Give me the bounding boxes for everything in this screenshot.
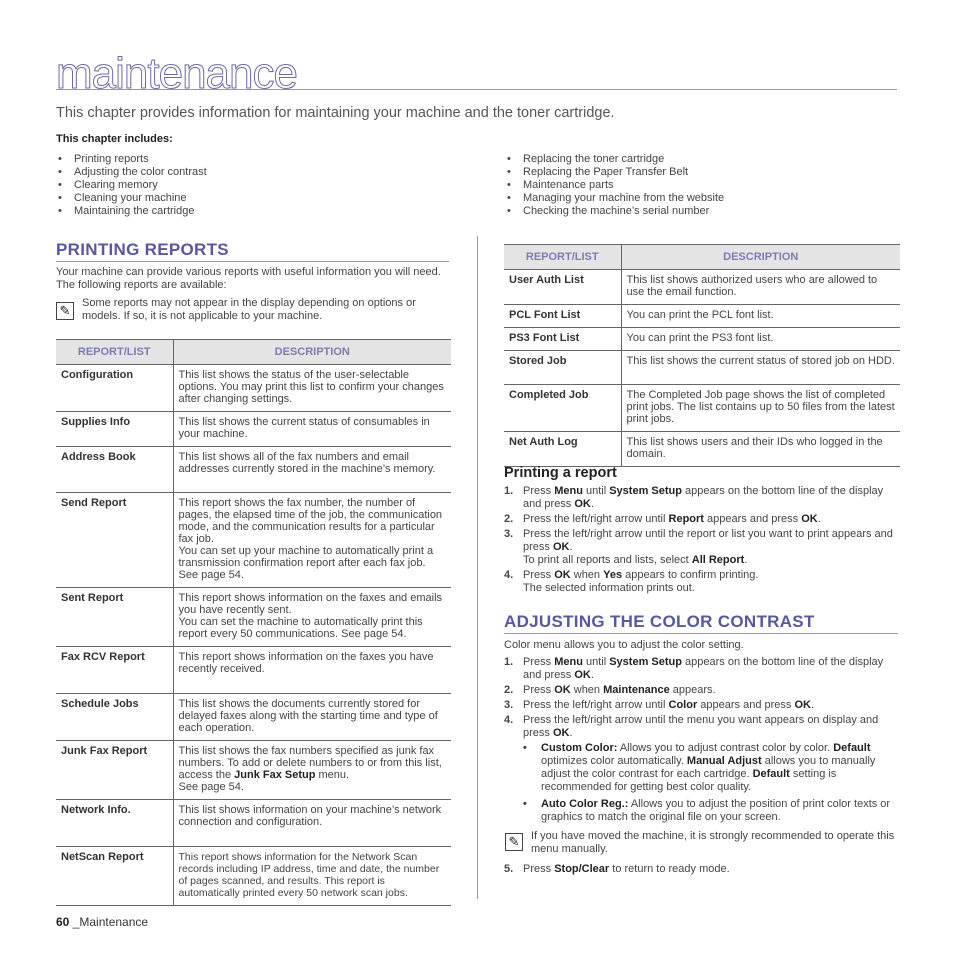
report-description: This list shows users and their IDs who logged in the domain. (621, 432, 900, 467)
report-description: This list shows information on your machine’s network connection and configuration. (173, 800, 451, 847)
page-title: maintenance (56, 49, 297, 98)
section-divider (56, 261, 449, 262)
section-heading-printing-reports: PRINTING REPORTS (56, 240, 229, 259)
text-run: to return to ready mode. (609, 863, 730, 875)
text-run: . (590, 669, 594, 681)
step-item (504, 528, 898, 567)
menu-name: Report (668, 513, 704, 525)
text-run: . (569, 727, 573, 739)
text-run: when (570, 684, 604, 696)
step-note: The selected information prints out. (523, 582, 695, 594)
text-run: Press the left/right arrow until (523, 699, 669, 711)
report-description: This list shows the current status of consumables in your machine. (173, 412, 451, 447)
printing-reports-note: Some reports may not appear in the display depending on options or models. If so, it is not applicable to your machine. (82, 297, 416, 322)
step-number: 2. (504, 684, 514, 696)
option-custom-color (523, 742, 898, 794)
table-row (504, 351, 900, 385)
text-run: appears and press (697, 699, 795, 711)
list-item: • Clearing memory (56, 179, 207, 192)
text-run: setting is recommended for getting best color quality. (541, 768, 837, 793)
text-run: appears on the bottom line of the display and press (523, 656, 884, 681)
includes-list-right (505, 153, 724, 218)
step-number: 3. (504, 528, 514, 540)
option-name: Manual Adjust (686, 755, 762, 767)
text-run: appears and press (703, 513, 802, 525)
list-item: • Managing your machine from the website (505, 192, 724, 205)
page-footer (56, 915, 148, 929)
includes-label: This chapter includes: (56, 133, 173, 145)
report-name: PCL Font List (504, 305, 621, 328)
text-run: Press (523, 863, 555, 875)
step-item (504, 863, 898, 876)
step-number: 2. (504, 513, 514, 525)
color-final-step (504, 863, 898, 878)
report-description: This list shows the current status of stored job on HDD. (621, 351, 900, 385)
step-number: 5. (504, 863, 514, 875)
report-name: NetScan Report (56, 847, 173, 906)
color-contrast-intro: Color menu allows you to adjust the color setting. (504, 639, 744, 651)
report-name: Completed Job (504, 385, 621, 432)
report-name: Junk Fax Report (56, 741, 173, 800)
report-name: User Auth List (504, 270, 621, 305)
table-row (504, 385, 900, 432)
option-name: Default (752, 768, 790, 780)
text-run: Allows you to adjust the position of print color texts or graphics to match the original file on your screen. (541, 798, 891, 823)
printing-steps (504, 485, 898, 597)
section-divider (504, 633, 898, 634)
step-item (504, 485, 898, 511)
description-line: See page 54. (178, 781, 244, 793)
report-name: Supplies Info (56, 412, 173, 447)
text-run: allows you to manually adjust the color contrast for each cartridge. (541, 755, 876, 780)
table-header-row (504, 245, 900, 270)
table-row (56, 365, 451, 412)
menu-name: System Setup (609, 485, 682, 497)
description-line: This report shows information on the faxes and emails you have recently sent. (178, 592, 443, 616)
report-description (173, 741, 451, 800)
title-divider (56, 89, 897, 90)
text-run: until (582, 656, 610, 668)
key-name: OK (574, 498, 591, 510)
table-row (56, 800, 451, 847)
column-divider (477, 236, 478, 899)
page-number: 60 (56, 915, 70, 929)
option-name: Default (833, 742, 871, 754)
step-item (504, 569, 898, 595)
text-run: Allows you to adjust contrast color by color. (617, 742, 834, 754)
list-item: • Adjusting the color contrast (56, 166, 207, 179)
note-icon: ✎ (505, 833, 523, 851)
table-row (56, 493, 451, 588)
list-item: • Cleaning your machine (56, 192, 207, 205)
table-row (56, 412, 451, 447)
text-run: when (570, 569, 604, 581)
text-run: Press (523, 684, 555, 696)
report-name: Send Report (56, 493, 173, 588)
description-line (179, 745, 448, 781)
report-name: Network Info. (56, 800, 173, 847)
key-name: OK (574, 669, 591, 681)
step-number: 1. (504, 656, 514, 668)
list-item: • Replacing the toner cartridge (505, 153, 724, 166)
column-header: DESCRIPTION (173, 340, 451, 365)
list-item: • Maintenance parts (505, 179, 724, 192)
column-header: REPORT/LIST (56, 340, 173, 365)
text-run: . (590, 498, 594, 510)
report-description: This report shows information for the Network Scan records including IP address, time and date, the number of pages scanned, and results. This report is automatically printed every 50 network scan jobs. (173, 847, 451, 906)
report-description (173, 588, 451, 647)
step-number: 4. (504, 569, 514, 581)
list-item: • Maintaining the cartridge (56, 205, 207, 218)
color-steps (504, 656, 898, 826)
text-run: . (569, 541, 573, 553)
report-description: You can print the PS3 font list. (621, 328, 900, 351)
text-run: . (744, 554, 748, 566)
report-description: The Completed Job page shows the list of completed print jobs. The list contains up to 50 files from the latest print jobs. (621, 385, 900, 432)
list-item: • Printing reports (56, 153, 207, 166)
report-name: Configuration (56, 365, 173, 412)
description-line: This report shows the fax number, the number of pages, the elapsed time of the job, the communication mode, and the communication results for a particular fax job. (178, 497, 443, 545)
option-label: Custom Color: (541, 742, 618, 754)
text-run: Press (523, 569, 555, 581)
footer-label: _Maintenance (69, 915, 149, 929)
key-name: OK (794, 699, 811, 711)
section-heading-color-contrast: ADJUSTING THE COLOR CONTRAST (504, 612, 815, 631)
step-number: 1. (504, 485, 514, 497)
text-run: Press the left/right arrow until the report or list you want to print appears and press (523, 528, 893, 553)
list-item: • Checking the machine’s serial number (505, 205, 724, 218)
key-name: OK (552, 727, 570, 739)
text-run: optimizes color automatically. (541, 755, 687, 767)
bullet: • (523, 742, 527, 754)
table-row (504, 432, 900, 467)
step-item (504, 513, 898, 526)
report-name: Net Auth Log (504, 432, 621, 467)
column-header: DESCRIPTION (621, 245, 900, 270)
table-row (56, 647, 451, 694)
step-item (504, 656, 898, 682)
report-description: This list shows the documents currently stored for delayed faxes along with the starting time and type of each operation. (173, 694, 451, 741)
text-run: Press (523, 485, 555, 497)
key-name: Menu (554, 485, 583, 497)
report-description: You can print the PCL font list. (621, 305, 900, 328)
menu-name: System Setup (609, 656, 682, 668)
chapter-intro: This chapter provides information for maintaining your machine and the toner cartridge. (56, 105, 615, 121)
key-name: OK (552, 541, 570, 553)
report-name: Sent Report (56, 588, 173, 647)
printing-reports-intro: Your machine can provide various reports with useful information you will need. The following reports are available: (56, 266, 441, 291)
step-item (504, 699, 898, 712)
text-run: Press the left/right arrow until the menu you want appears on display and press (523, 714, 879, 739)
text-run: This list shows the fax numbers specified as junk fax numbers. To add or delete numbers to or from this list, access the (178, 745, 442, 781)
text-run: Press (523, 656, 555, 668)
report-description: This list shows the status of the user-selectable options. You may print this list to confirm your changes after changing settings. (173, 365, 451, 412)
text-run: until (582, 485, 610, 497)
column-header: REPORT/LIST (504, 245, 621, 270)
menu-name: Junk Fax Setup (234, 769, 316, 781)
menu-name: All Report (691, 554, 745, 566)
option-name: Yes (603, 569, 623, 581)
text-run: menu. (315, 769, 350, 781)
menu-name: Color (668, 699, 698, 711)
table-header-row (56, 340, 451, 365)
description-line: You can set the machine to automatically print this report every 50 communications. See page 54. (178, 616, 423, 640)
key-name: OK (554, 684, 571, 696)
report-description (173, 493, 451, 588)
color-contrast-note: If you have moved the machine, it is strongly recommended to operate this menu manually. (531, 830, 895, 855)
table-row (56, 741, 451, 800)
option-label: Auto Color Reg.: (541, 798, 629, 810)
table-row (56, 847, 451, 906)
step-note (523, 554, 898, 567)
step-number: 3. (504, 699, 514, 711)
report-name: Address Book (56, 447, 173, 493)
report-name: Schedule Jobs (56, 694, 173, 741)
report-description: This report shows information on the faxes you have recently received. (173, 647, 451, 694)
text-run: appears to confirm printing. (622, 569, 759, 581)
table-row (56, 588, 451, 647)
text-run: Press the left/right arrow until (523, 513, 669, 525)
step-number: 4. (504, 714, 514, 726)
key-name: Menu (554, 656, 583, 668)
report-name: PS3 Font List (504, 328, 621, 351)
text-run: . (817, 513, 821, 525)
reports-table (56, 339, 451, 906)
key-name: OK (554, 569, 571, 581)
table-row (504, 270, 900, 305)
text-run: appears. (669, 684, 716, 696)
step-item (504, 714, 898, 824)
report-name: Fax RCV Report (56, 647, 173, 694)
table-row (504, 305, 900, 328)
reports-table-continued (504, 244, 900, 467)
description-line: You can set up your machine to automatically print a transmission confirmation report after each fax job. See page 54. (178, 545, 434, 581)
list-item: • Replacing the Paper Transfer Belt (505, 166, 724, 179)
report-description: This list shows all of the fax numbers and email addresses currently stored in the machine’s memory. (173, 447, 451, 493)
step-item (504, 684, 898, 697)
text-run: To print all reports and lists, select (523, 554, 692, 566)
key-name: Stop/Clear (554, 863, 610, 875)
key-name: OK (801, 513, 818, 525)
text-run: appears on the bottom line of the display and press (523, 485, 884, 510)
report-name: Stored Job (504, 351, 621, 385)
menu-name: Maintenance (603, 684, 670, 696)
subheading-printing-a-report: Printing a report (504, 465, 617, 481)
includes-list-left (56, 153, 207, 218)
text-run: . (810, 699, 815, 711)
option-auto-color-reg (523, 798, 898, 824)
table-row (56, 447, 451, 493)
table-row (56, 694, 451, 741)
bullet: • (523, 798, 527, 810)
table-row (504, 328, 900, 351)
note-icon: ✎ (56, 302, 74, 320)
report-description: This list shows authorized users who are allowed to use the email function. (621, 270, 900, 305)
